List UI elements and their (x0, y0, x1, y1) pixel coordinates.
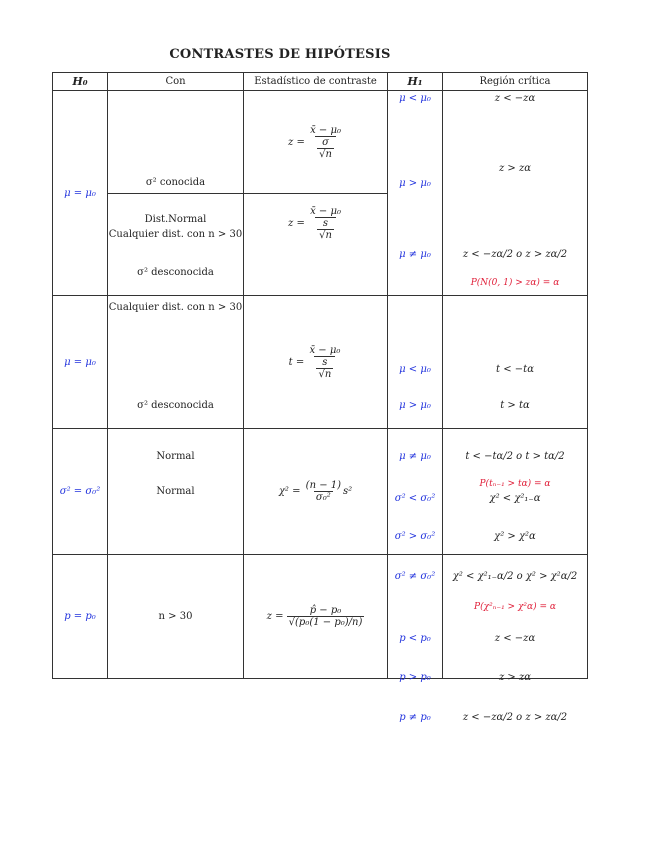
hypothesis-table (52, 72, 588, 723)
header-region: Región crítica (443, 73, 588, 91)
b1-h1-less: μ < μ₀ (399, 93, 431, 104)
b1-stat1-num: x̄ − μ₀ (310, 124, 341, 136)
b1-stat1-fraction (308, 125, 343, 160)
b4-stat-num: p̂ − p₀ (309, 605, 342, 616)
table-header-row (53, 73, 588, 91)
table-row (53, 91, 588, 194)
b2-stat-s: s (322, 356, 328, 368)
b4-h1-neq: p ≠ p₀ (399, 711, 431, 723)
b2-stat-num: x̄ − μ₀ (309, 344, 341, 356)
b4-h1-less: p < p₀ (399, 632, 431, 644)
b1-stat2-sqrt-n: √n (319, 230, 332, 241)
b2-h1-neq: μ ≠ μ₀ (399, 451, 431, 462)
header-h0: H₀ (53, 73, 108, 91)
b1-h1 (388, 91, 443, 296)
b2-stat (244, 296, 388, 429)
b3-region-less: χ² < χ²₁₋α (489, 492, 541, 504)
header-estadistico: Estadístico de contraste (244, 73, 388, 91)
b2-region (443, 296, 588, 489)
b3-h1-neq: σ² ≠ σ₀² (394, 570, 436, 582)
b1-region (443, 91, 588, 296)
b1-h1-neq: μ ≠ μ₀ (399, 249, 431, 260)
b2-region-note: P(tₙ₋₁ > tα) = α (479, 479, 551, 489)
b4-stat-lhs: z = (266, 611, 284, 622)
b2-con (108, 296, 244, 462)
b2-h0: μ = μ₀ (53, 296, 108, 429)
b1-stat-1 (244, 91, 388, 194)
b1-stat1-lhs: z = (288, 136, 305, 148)
b4-con: n > 30 (108, 555, 244, 679)
b3-region (443, 429, 588, 612)
b2-region-greater: t > tα (500, 400, 530, 411)
b3-stat-num: (n − 1) (305, 480, 342, 491)
b2-h1-less: μ < μ₀ (399, 364, 431, 375)
b3-region-note: P(χ²ₙ₋₁ > χ²α) = α (474, 601, 556, 612)
b1-con-sigma-known: σ² conocida (145, 177, 206, 188)
b3-stat-tail: s² (343, 486, 353, 497)
b3-region-neq: χ² < χ²₁₋α/2 o χ² > χ²α/2 (452, 570, 578, 582)
b3-stat-den: σ₀² (315, 492, 331, 503)
b1-con-1 (108, 91, 244, 240)
b1-con-any-dist-2: Cualquier dist. con n > 30 (108, 301, 243, 313)
b4-h1-greater: p > p₀ (399, 671, 431, 683)
b1-region-greater: z > zα (498, 163, 532, 174)
table-row (53, 429, 588, 555)
b3-h1-greater: σ² > σ₀² (394, 530, 436, 542)
table-row (53, 296, 588, 429)
b2-h1-greater: μ > μ₀ (399, 400, 431, 411)
b1-con-normal: Dist.Normal (144, 214, 207, 225)
b4-region-greater: z > zα (498, 671, 532, 683)
b3-con: Normal (108, 429, 244, 555)
b3-stat (244, 429, 388, 555)
b3-h1 (388, 429, 443, 582)
b1-con-2 (108, 194, 244, 313)
b3-stat-fraction (304, 480, 343, 503)
b4-region-neq: z < −zα/2 o z > zα/2 (462, 711, 568, 723)
b3-h0: σ² = σ₀² (53, 429, 108, 555)
b1-stat-2 (244, 194, 388, 296)
b1-stat2-lhs: z = (288, 218, 305, 229)
b1-region-note: P(N(0, 1) > zα) = α (470, 278, 560, 288)
b4-h0: p = p₀ (53, 555, 108, 679)
b1-con-sigma-unknown: σ² desconocida (137, 266, 214, 278)
b2-region-neq: t < −tα/2 o t > tα/2 (465, 451, 565, 462)
b1-h1-greater: μ > μ₀ (399, 178, 431, 189)
b4-stat-den: √(p₀(1 − p₀)/n) (288, 617, 363, 628)
b1-stat2-num: x̄ − μ₀ (310, 206, 341, 217)
b1-region-neq: z < −zα/2 o z > zα/2 (462, 249, 568, 260)
b2-stat-lhs: t = (288, 356, 305, 368)
b2-region-less: t < −tα (496, 364, 534, 375)
b4-stat-fraction (287, 605, 365, 628)
header-con: Con (108, 73, 244, 91)
b1-h0: μ = μ₀ (53, 91, 108, 296)
b2-h1 (388, 296, 443, 462)
b2-stat-fraction (307, 345, 342, 380)
b1-stat2-fraction (308, 206, 343, 241)
page-title: CONTRASTES DE HIPÓTESIS (169, 47, 391, 62)
b1-stat1-sqrt-n: √n (319, 148, 332, 160)
b2-stat-sqrt-n: √n (318, 368, 332, 380)
b3-region-greater: χ² > χ²α (494, 530, 536, 542)
b4-stat (244, 555, 388, 679)
b1-con-any-dist: Cualquier dist. con n > 30 (108, 229, 243, 240)
b2-con-normal: Normal (156, 451, 195, 462)
b4-region-less: z < −zα (494, 632, 536, 644)
b1-region-less: z < −zα (494, 93, 536, 104)
b1-stat2-s: s (322, 218, 329, 229)
header-h1: H₁ (388, 73, 443, 91)
b3-stat-lhs: χ² = (278, 486, 301, 497)
b1-stat1-sigma: σ (322, 136, 329, 148)
b3-h1-less: σ² < σ₀² (394, 492, 436, 504)
b2-con-sigma-unknown: σ² desconocida (137, 400, 214, 411)
